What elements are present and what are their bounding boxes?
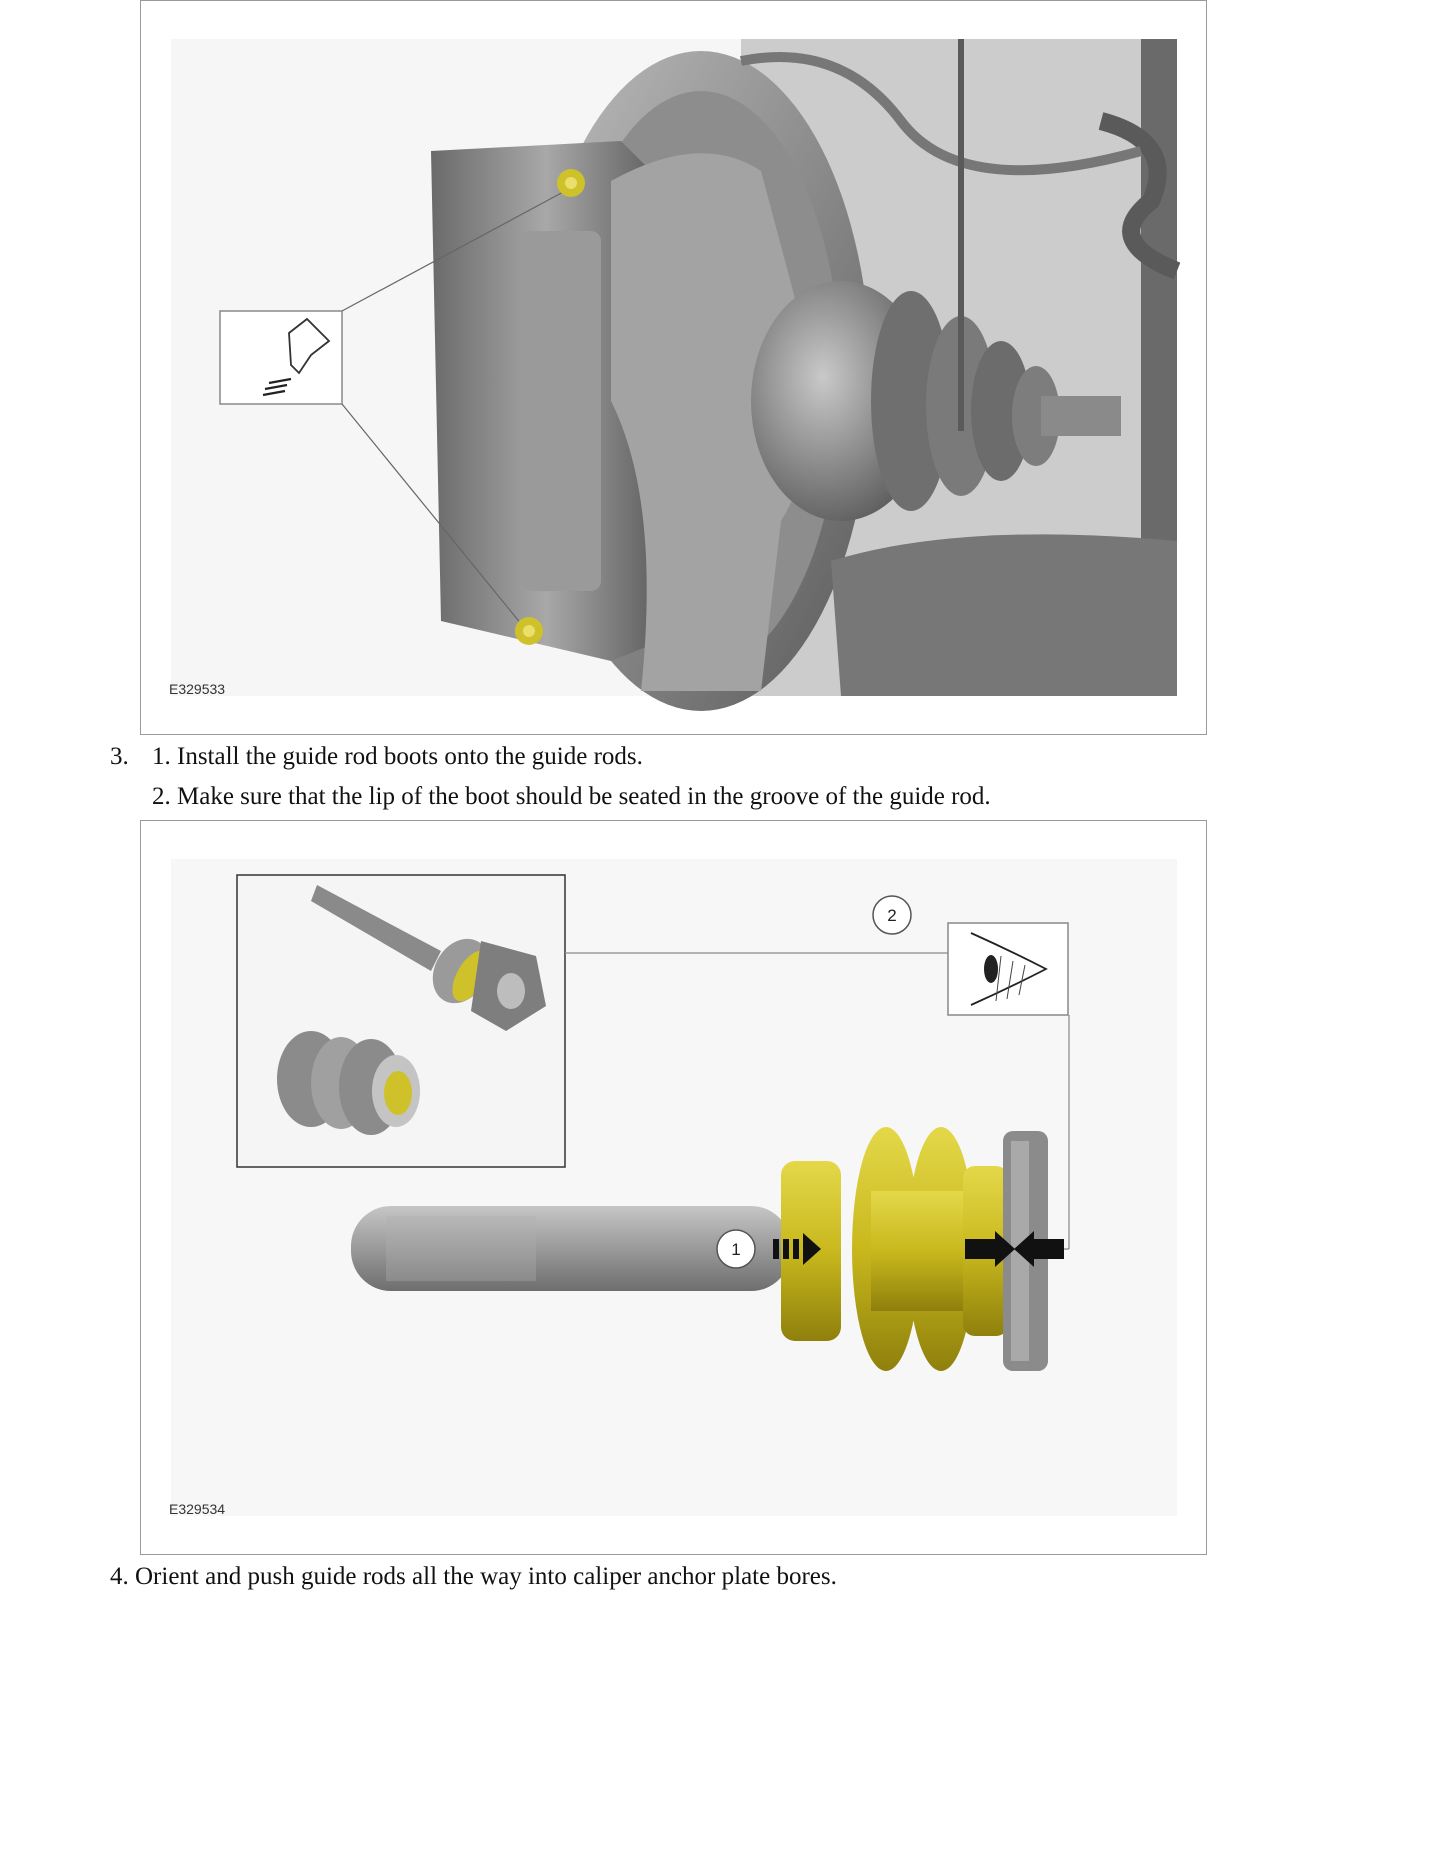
step-3-substep-2: 2. Make sure that the lip of the boot should be seated in the groove of the guide rod. — [152, 783, 991, 810]
callout-1 — [717, 1230, 755, 1268]
eye-inspect-box — [948, 923, 1068, 1015]
control-arm — [831, 534, 1177, 696]
guide-rod-illustration — [141, 821, 1208, 1556]
figure-guide-rod-boot — [140, 820, 1207, 1555]
caliper-illustration — [141, 1, 1208, 736]
figure-code: E329533 — [169, 681, 226, 697]
step-4 — [110, 1562, 837, 1592]
callout-2-label: 2 — [887, 906, 897, 925]
step-3 — [110, 742, 129, 772]
grease-callout-box — [220, 311, 342, 404]
callout-1-label: 1 — [731, 1240, 741, 1259]
grease-point-lower — [515, 617, 543, 645]
grease-point-upper — [557, 169, 585, 197]
callout-2 — [873, 896, 911, 934]
figure-code: E329534 — [169, 1501, 226, 1517]
step-3-substep-1: 1. Install the guide rod boots onto the guide rods. — [152, 743, 643, 770]
figure-caliper-assembly — [140, 0, 1207, 735]
step-number: 4. — [110, 1563, 129, 1590]
step-number: 3. — [110, 743, 129, 770]
step-4-text: Orient and push guide rods all the way into caliper anchor plate bores. — [135, 1563, 837, 1590]
